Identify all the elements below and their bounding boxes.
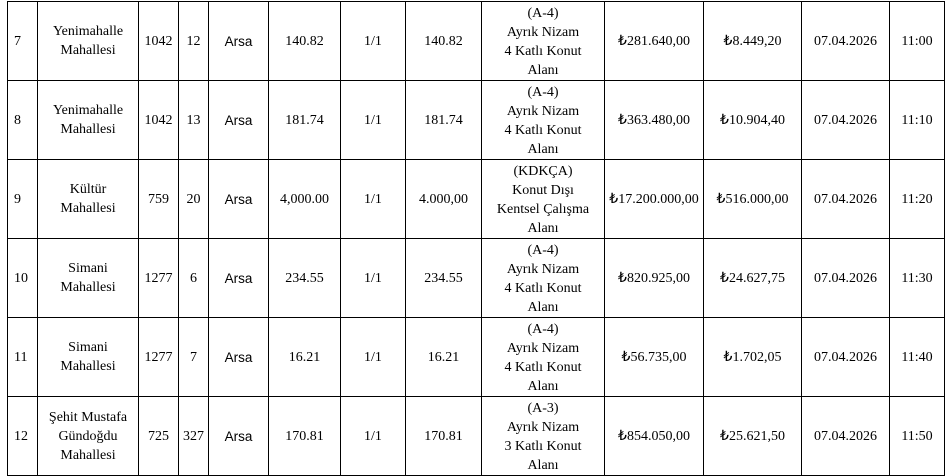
date-cell: 07.04.2026 xyxy=(802,2,890,81)
auction-table xyxy=(7,1,945,476)
zoning-cell-line: Alanı xyxy=(527,379,559,394)
property-type-cell: Arsa xyxy=(209,160,269,239)
time-cell: 11:10 xyxy=(890,81,945,160)
table-row xyxy=(8,81,945,160)
zoning-cell-line: (A-4) xyxy=(527,243,559,258)
appraised-value-cell: ₺281.640,00 xyxy=(605,2,704,81)
sale-area-cell: 16.21 xyxy=(406,318,482,397)
parcel-number-cell: 12 xyxy=(179,2,209,81)
area-cell: 16.21 xyxy=(269,318,341,397)
date-cell: 07.04.2026 xyxy=(802,318,890,397)
zoning-cell-line: Ayrık Nizam xyxy=(506,104,580,119)
zoning-cell-line: Alanı xyxy=(527,142,559,157)
zoning-cell xyxy=(482,318,605,397)
neighborhood-cell-line: Simani xyxy=(68,340,108,355)
zoning-cell-line: Alanı xyxy=(527,300,559,315)
area-cell: 4,000.00 xyxy=(269,160,341,239)
zoning-cell-line: (A-4) xyxy=(527,322,559,337)
date-cell: 07.04.2026 xyxy=(802,239,890,318)
deposit-cell: ₺25.621,50 xyxy=(704,397,802,476)
neighborhood-cell-line: Yenimahalle xyxy=(52,24,124,39)
zoning-cell-line: Ayrık Nizam xyxy=(506,420,580,435)
zoning-cell-line: 4 Katlı Konut xyxy=(504,123,582,138)
share-cell: 1/1 xyxy=(341,2,406,81)
deposit-cell: ₺516.000,00 xyxy=(704,160,802,239)
zoning-cell-line: (A-3) xyxy=(527,401,559,416)
deposit-cell: ₺8.449,20 xyxy=(704,2,802,81)
parcel-number-cell: 327 xyxy=(179,397,209,476)
parcel-number-cell: 13 xyxy=(179,81,209,160)
time-cell: 11:00 xyxy=(890,2,945,81)
neighborhood-cell-line: Mahallesi xyxy=(60,447,116,463)
property-type-cell: Arsa xyxy=(209,397,269,476)
neighborhood-cell-line: Kültür xyxy=(69,182,107,197)
date-cell: 07.04.2026 xyxy=(802,397,890,476)
zoning-cell-line: 3 Katlı Konut xyxy=(504,439,582,454)
property-type-cell: Arsa xyxy=(209,239,269,318)
sale-area-cell: 170.81 xyxy=(406,397,482,476)
row-number: 8 xyxy=(8,81,38,160)
block-number-cell: 1277 xyxy=(139,318,179,397)
table-row xyxy=(8,2,945,81)
neighborhood-cell-line: Yenimahalle xyxy=(52,103,124,118)
parcel-number-cell: 6 xyxy=(179,239,209,318)
parcel-number-cell: 20 xyxy=(179,160,209,239)
share-cell: 1/1 xyxy=(341,239,406,318)
zoning-cell xyxy=(482,2,605,81)
table-row xyxy=(8,318,945,397)
neighborhood-cell-line: Simani xyxy=(68,261,108,276)
sale-area-cell: 234.55 xyxy=(406,239,482,318)
share-cell: 1/1 xyxy=(341,81,406,160)
block-number-cell: 1277 xyxy=(139,239,179,318)
table-row xyxy=(8,160,945,239)
sale-area-cell: 181.74 xyxy=(406,81,482,160)
neighborhood-cell-line: Mahallesi xyxy=(60,280,116,295)
deposit-cell: ₺10.904,40 xyxy=(704,81,802,160)
property-type-cell: Arsa xyxy=(209,318,269,397)
zoning-cell xyxy=(482,160,605,239)
zoning-cell-line: 4 Katlı Konut xyxy=(504,44,582,59)
neighborhood-cell xyxy=(38,2,139,81)
deposit-cell: ₺24.627,75 xyxy=(704,239,802,318)
zoning-cell xyxy=(482,239,605,318)
appraised-value-cell: ₺854.050,00 xyxy=(605,397,704,476)
zoning-cell-line: Alanı xyxy=(527,63,559,78)
zoning-cell xyxy=(482,81,605,160)
neighborhood-cell xyxy=(38,160,139,239)
neighborhood-cell xyxy=(38,81,139,160)
neighborhood-cell-line: Şehit Mustafa xyxy=(48,409,128,425)
neighborhood-cell-line: Mahallesi xyxy=(60,122,116,137)
appraised-value-cell: ₺17.200.000,00 xyxy=(605,160,704,239)
block-number-cell: 759 xyxy=(139,160,179,239)
time-cell: 11:40 xyxy=(890,318,945,397)
appraised-value-cell: ₺363.480,00 xyxy=(605,81,704,160)
share-cell: 1/1 xyxy=(341,160,406,239)
share-cell: 1/1 xyxy=(341,397,406,476)
area-cell: 234.55 xyxy=(269,239,341,318)
area-cell: 170.81 xyxy=(269,397,341,476)
date-cell: 07.04.2026 xyxy=(802,160,890,239)
property-type-cell: Arsa xyxy=(209,2,269,81)
block-number-cell: 1042 xyxy=(139,81,179,160)
time-cell: 11:30 xyxy=(890,239,945,318)
parcel-number-cell: 7 xyxy=(179,318,209,397)
row-number: 11 xyxy=(8,318,38,397)
date-cell: 07.04.2026 xyxy=(802,81,890,160)
area-cell: 140.82 xyxy=(269,2,341,81)
neighborhood-cell xyxy=(38,239,139,318)
deposit-cell: ₺1.702,05 xyxy=(704,318,802,397)
table-row xyxy=(8,397,945,476)
sale-area-cell: 4.000,00 xyxy=(406,160,482,239)
neighborhood-cell xyxy=(38,397,139,476)
time-cell: 11:50 xyxy=(890,397,945,476)
neighborhood-cell-line: Mahallesi xyxy=(60,43,116,58)
area-cell: 181.74 xyxy=(269,81,341,160)
row-number: 10 xyxy=(8,239,38,318)
neighborhood-cell xyxy=(38,318,139,397)
zoning-cell-line: Alanı xyxy=(527,458,559,473)
zoning-cell-line: Alanı xyxy=(527,221,559,236)
zoning-cell-line: (KDKÇA) xyxy=(513,164,573,179)
zoning-cell-line: (A-4) xyxy=(527,6,559,21)
sale-area-cell: 140.82 xyxy=(406,2,482,81)
appraised-value-cell: ₺820.925,00 xyxy=(605,239,704,318)
zoning-cell-line: Kentsel Çalışma xyxy=(496,202,590,217)
block-number-cell: 1042 xyxy=(139,2,179,81)
zoning-cell-line: 4 Katlı Konut xyxy=(504,281,582,296)
zoning-cell-line: (A-4) xyxy=(527,85,559,100)
zoning-cell-line: Ayrık Nizam xyxy=(506,262,580,277)
time-cell: 11:20 xyxy=(890,160,945,239)
zoning-cell-line: Konut Dışı xyxy=(512,183,574,198)
neighborhood-cell-line: Gündoğdu xyxy=(58,428,118,444)
zoning-cell xyxy=(482,397,605,476)
neighborhood-cell-line: Mahallesi xyxy=(60,201,116,216)
neighborhood-cell-line: Mahallesi xyxy=(60,359,116,374)
block-number-cell: 725 xyxy=(139,397,179,476)
row-number: 7 xyxy=(8,2,38,81)
zoning-cell-line: Ayrık Nizam xyxy=(506,25,580,40)
row-number: 12 xyxy=(8,397,38,476)
property-type-cell: Arsa xyxy=(209,81,269,160)
share-cell: 1/1 xyxy=(341,318,406,397)
appraised-value-cell: ₺56.735,00 xyxy=(605,318,704,397)
zoning-cell-line: 4 Katlı Konut xyxy=(504,360,582,375)
table-row xyxy=(8,239,945,318)
row-number: 9 xyxy=(8,160,38,239)
zoning-cell-line: Ayrık Nizam xyxy=(506,341,580,356)
